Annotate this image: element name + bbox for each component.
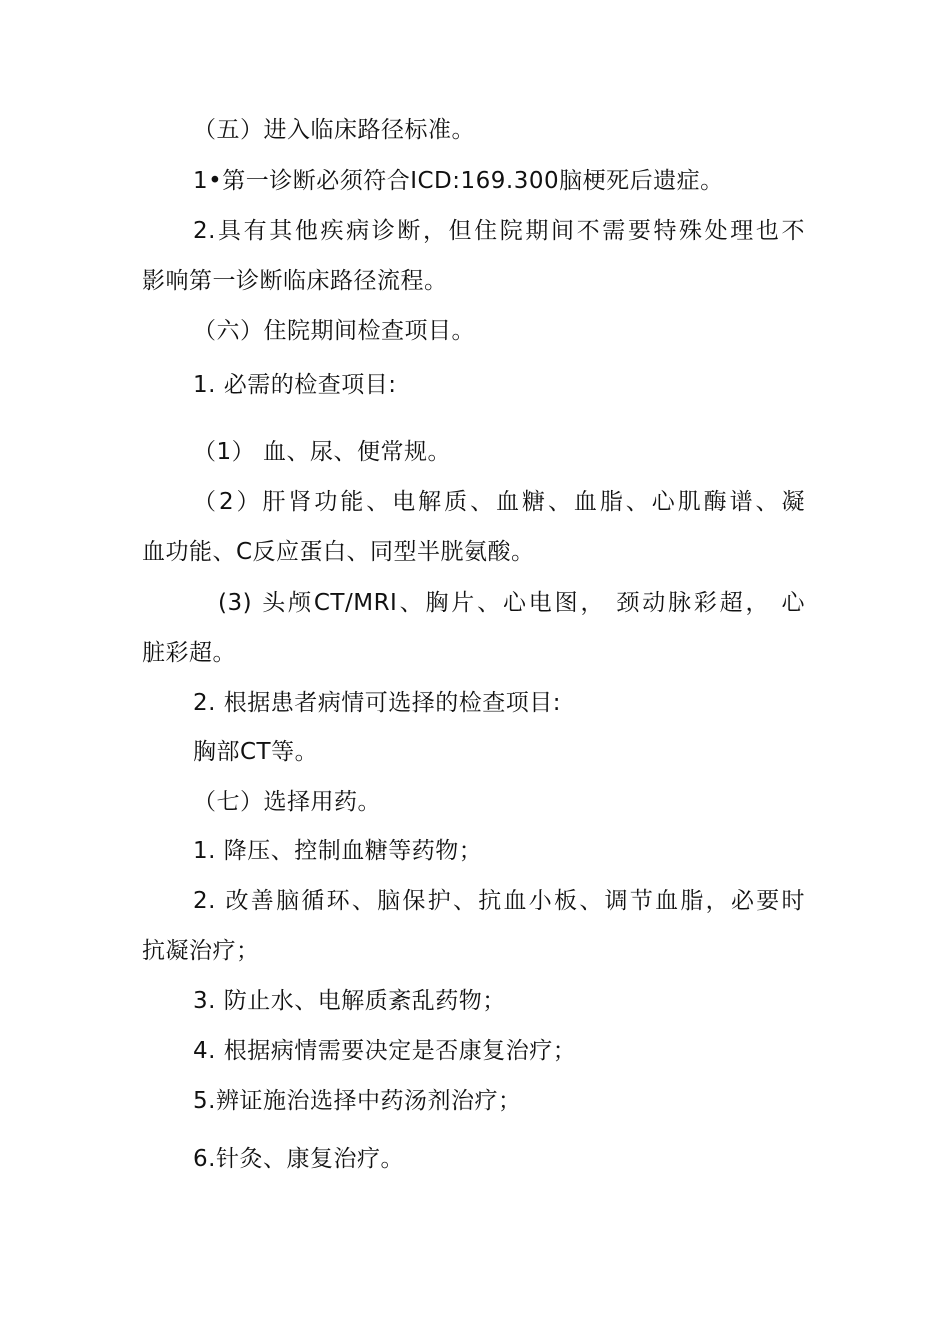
- section-heading-6: （六）住院期间检查项目。: [193, 318, 475, 344]
- section-heading-5: （五）进入临床路径标准。: [193, 117, 475, 143]
- section-heading-7: （七）选择用药。: [193, 789, 381, 815]
- paragraph-line: 5.辨证施治选择中药汤剂治疗；: [193, 1088, 522, 1114]
- paragraph-line: 3. 防止水、电解质紊乱药物；: [193, 988, 506, 1014]
- paragraph-line: 2.具有其他疾病诊断，但住院期间不需要特殊处理也不: [193, 218, 805, 244]
- paragraph-line: 脏彩超。: [142, 640, 236, 666]
- paragraph-line: 1•第一诊断必须符合ICD:169.300脑梗死后遗症。: [193, 168, 724, 194]
- paragraph-line: 胸部CT等。: [193, 739, 319, 765]
- paragraph-line: （1） 血、尿、便常规。: [193, 439, 451, 465]
- paragraph-line: 影响第一诊断临床路径流程。: [142, 268, 448, 294]
- paragraph-line: 1. 降压、控制血糖等药物；: [193, 838, 483, 864]
- paragraph-line: 4. 根据病情需要决定是否康复治疗；: [193, 1038, 577, 1064]
- paragraph-line: 抗凝治疗；: [142, 938, 260, 964]
- paragraph-line: 1. 必需的检查项目:: [193, 372, 397, 398]
- paragraph-line: 血功能、C反应蛋白、同型半胱氨酸。: [142, 539, 535, 565]
- paragraph-line: 2. 改善脑循环、脑保护、抗血小板、调节血脂，必要时: [193, 888, 805, 914]
- paragraph-line: 2. 根据患者病情可选择的检查项目:: [193, 690, 562, 716]
- paragraph-line: (3) 头颅CT/MRI、胸片、心电图， 颈动脉彩超， 心: [218, 590, 805, 616]
- paragraph-line: （2）肝肾功能、电解质、血糖、血脂、心肌酶谱、凝: [193, 489, 805, 515]
- paragraph-line: 6.针灸、康复治疗。: [193, 1146, 404, 1172]
